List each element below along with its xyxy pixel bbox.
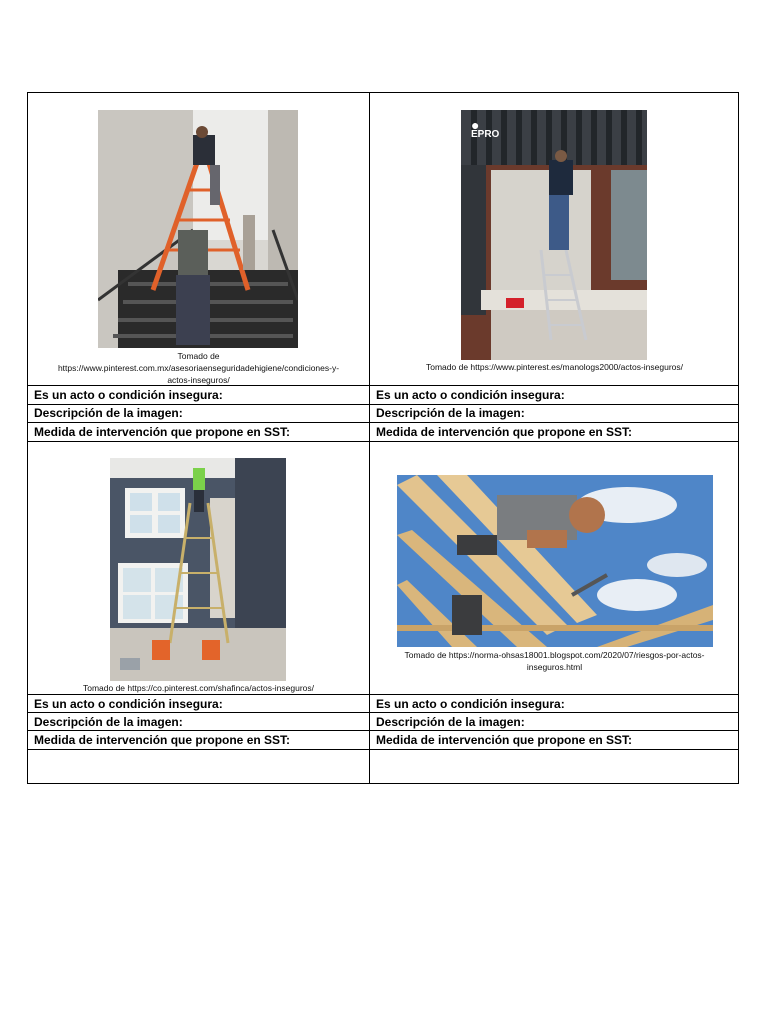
row-divider: [28, 404, 738, 405]
ladder-on-buckets-photo: [110, 458, 286, 681]
worksheet-table: [27, 92, 739, 784]
worker-on-roof-frame-photo: [397, 475, 713, 647]
medida-intervencion-label: Medida de intervención que propone en SST:: [34, 733, 291, 747]
medida-intervencion-label: Medida de intervención que propone en SST:: [376, 733, 633, 747]
column-divider: [369, 93, 370, 783]
answer-cell[interactable]: [28, 750, 369, 784]
worker-on-ladder-window-ledge-photo: [461, 110, 647, 360]
answer-cell[interactable]: [370, 750, 739, 784]
descripcion-label: Descripción de la imagen:: [376, 406, 525, 420]
photo-credit-caption: Tomado de https://www.pinterest.es/manologs2000/actos-inseguros/: [425, 362, 684, 372]
acto-condicion-label: Es un acto o condición insegura:: [34, 697, 223, 711]
row-divider: [28, 422, 738, 423]
row-divider: [28, 441, 738, 442]
descripcion-label: Descripción de la imagen:: [376, 715, 525, 729]
row-divider: [28, 712, 738, 713]
row-divider: [28, 694, 738, 695]
photo-credit-caption: Tomado de https://co.pinterest.com/shafinca/actos-inseguros/: [82, 683, 315, 693]
row-divider: [28, 730, 738, 731]
acto-condicion-label: Es un acto o condición insegura:: [34, 388, 223, 402]
worker-on-ladder-stairs-photo: [98, 110, 298, 348]
acto-condicion-label: Es un acto o condición insegura:: [376, 388, 565, 402]
descripcion-label: Descripción de la imagen:: [34, 715, 183, 729]
photo-credit-caption: Tomado de https://www.pinterest.com.mx/asesoriaenseguridadehigiene/condiciones-y- actos-inseguros/: [57, 351, 340, 385]
medida-intervencion-label: Medida de intervención que propone en SST:: [34, 425, 291, 439]
epro-logo: ● EPRO: [471, 117, 500, 140]
photo-credit-caption: Tomado de https://norma-ohsas18001.blogspot.com/2020/07/riesgos-por-actos- inseguros.html: [404, 650, 705, 672]
epro-logo-mark: ●: [471, 117, 480, 133]
descripcion-label: Descripción de la imagen:: [34, 406, 183, 420]
medida-intervencion-label: Medida de intervención que propone en SST:: [376, 425, 633, 439]
acto-condicion-label: Es un acto o condición insegura:: [376, 697, 565, 711]
